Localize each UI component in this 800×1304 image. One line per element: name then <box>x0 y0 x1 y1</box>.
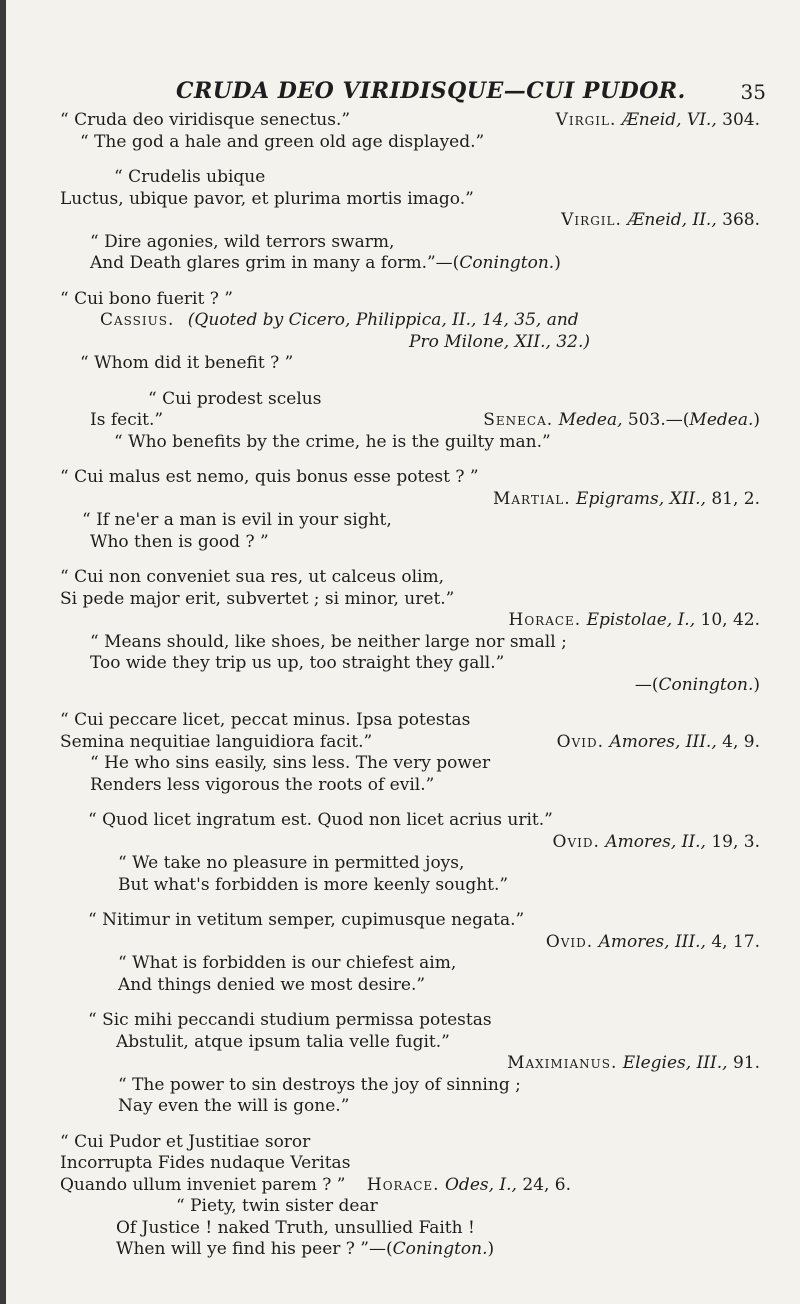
quote-line: Incorrupta Fides nudaque Veritas <box>60 1153 351 1173</box>
citation-author: Martial. <box>492 488 571 509</box>
translation-line: “ The god a hale and green old age displayed.” <box>80 131 485 152</box>
translation <box>90 232 760 275</box>
translation <box>114 432 760 454</box>
translation-line: And things denied we most desire.” <box>118 974 426 995</box>
credit-close: ) <box>753 674 760 695</box>
translation-line <box>90 253 760 275</box>
translation <box>118 853 760 896</box>
quotation-entry <box>60 110 760 153</box>
quotation-entry <box>88 810 760 896</box>
citation-detail: (Quoted by Cicero, Philippica, II., 14, 35, and <box>187 310 579 330</box>
quote-line: Luctus, ubique pavor, et plurima mortis imago.” <box>60 188 474 209</box>
page-content <box>60 110 760 1261</box>
quote-line: Si pede major erit, subvertet ; si minor, uret.” <box>60 588 455 609</box>
citation-location: 24, 6. <box>522 1174 572 1195</box>
citation-work: Amores, III., <box>609 731 717 752</box>
quote-line: Quando ullum inveniet parem ? ” <box>60 1174 346 1195</box>
citation-location: 368. <box>722 210 760 230</box>
quote-line: Abstulit, atque ipsum talia velle fugit.” <box>116 1031 450 1052</box>
citation-work: Epigrams, XII., <box>576 488 706 509</box>
citation-work: Odes, I., <box>445 1174 517 1195</box>
citation-location: 19, 3. <box>711 831 760 852</box>
translation <box>118 1075 760 1118</box>
citation <box>88 932 760 954</box>
quotation-entry <box>88 910 760 996</box>
citation-location: 10, 42. <box>700 610 760 630</box>
book-page <box>60 0 766 1275</box>
quote-line: Semina nequitiae languidiora facit.” <box>60 731 373 752</box>
citation-work-title: Medea. <box>689 410 754 430</box>
translation-close: ) <box>554 253 561 273</box>
citation-author: Ovid. <box>552 831 600 852</box>
citation-author: Ovid. <box>556 731 605 752</box>
running-title: CRUDA DEO VIRIDISQUE—CUI PUDOR. <box>176 78 686 104</box>
translation-line: Renders less vigorous the roots of evil.” <box>90 774 435 795</box>
citation-author: Horace. <box>366 1174 440 1195</box>
translator: Conington. <box>658 674 754 695</box>
page-edge-shadow <box>0 0 6 1304</box>
citation <box>60 210 760 232</box>
citation-author: Seneca. <box>483 410 554 430</box>
citation-location: 81, 2. <box>711 488 760 509</box>
latin-quote <box>88 1010 760 1053</box>
latin-quote <box>88 810 760 832</box>
citation <box>100 310 760 353</box>
citation-work: Æneid, VI., <box>621 110 717 130</box>
translation-text: When will ye find his peer ? ”—( <box>116 1239 393 1259</box>
citation-author: Ovid. <box>545 931 594 952</box>
latin-quote <box>60 167 760 210</box>
citation <box>367 1175 571 1195</box>
quotation-entry <box>60 389 760 454</box>
translation <box>80 132 760 154</box>
translation-line: Nay even the will is gone.” <box>118 1096 350 1116</box>
citation-work: Æneid, II., <box>627 210 717 230</box>
translation <box>90 632 760 697</box>
translation <box>82 510 760 553</box>
citation-work: Epistolae, I., <box>586 610 696 630</box>
translation-line: Too wide they trip us up, too straight they gall.” <box>90 653 505 673</box>
citation-author: Horace. <box>508 610 582 630</box>
citation-author: Virgil. <box>555 110 617 130</box>
translation <box>118 953 760 996</box>
translation-line: “ Whom did it benefit ? ” <box>80 353 294 373</box>
translation-line: “ We take no pleasure in permitted joys, <box>118 853 465 873</box>
quote-line: “ Cui Pudor et Justitiae soror <box>60 1131 311 1152</box>
quote-line: “ Nitimur in vetitum semper, cupimusque negata.” <box>88 910 525 930</box>
translation-line: “ Piety, twin sister dear <box>176 1196 378 1216</box>
citation-work: Amores, III., <box>598 931 706 952</box>
quotation-entry <box>60 710 760 796</box>
quote-line: “ Cui malus est nemo, quis bonus esse potest ? ” <box>60 467 479 487</box>
citation-work: Amores, II., <box>605 831 706 852</box>
translation-line <box>116 1239 760 1261</box>
quote-line: “ Quod licet ingratum est. Quod non licet acrius urit.” <box>88 810 553 830</box>
quotation-entry <box>60 289 760 375</box>
quote-line: “ Cui peccare licet, peccat minus. Ipsa potestas <box>60 710 471 730</box>
citation-location: 503.—( <box>627 410 690 430</box>
translation-line: Who then is good ? ” <box>90 531 269 552</box>
citation <box>60 610 760 632</box>
citation <box>483 410 760 432</box>
citation-author: Cassius. <box>100 310 175 330</box>
citation-detail: Pro Milone, XII., 32.) <box>409 331 590 352</box>
latin-quote <box>60 567 760 610</box>
quotation-entry <box>60 167 760 275</box>
latin-quote <box>60 710 760 753</box>
citation <box>557 732 760 754</box>
citation <box>88 1053 760 1075</box>
citation-work: Medea, <box>558 410 623 430</box>
translation-line: “ Who benefits by the crime, he is the guilty man.” <box>114 431 551 452</box>
quote-line: Is fecit.” <box>90 410 164 430</box>
translation-line: “ The power to sin destroys the joy of sinning ; <box>118 1074 521 1095</box>
latin-quote <box>88 910 760 932</box>
translation-close: ) <box>487 1239 495 1259</box>
page-header <box>60 0 766 110</box>
translation-line: “ Means should, like shoes, be neither large nor small ; <box>90 631 567 652</box>
quote-line: “ Crudelis ubique <box>114 167 266 187</box>
quote-line: “ Cruda deo viridisque senectus.” <box>60 110 351 130</box>
citation-work: Elegies, III., <box>622 1053 728 1073</box>
quotation-entry <box>60 1132 760 1261</box>
quote-line: “ Cui bono fuerit ? ” <box>60 288 233 309</box>
translator: Conington. <box>392 1239 488 1259</box>
quotation-entry <box>60 467 760 553</box>
citation <box>88 832 760 854</box>
citation-close: ) <box>753 410 760 430</box>
credit-dash: —( <box>634 674 659 695</box>
latin-quote <box>60 467 760 489</box>
quote-line: “ Cui non conveniet sua res, ut calceus olim, <box>60 567 444 587</box>
translation-text: And Death glares grim in many a form.”—( <box>90 253 460 273</box>
translation-line: Of Justice ! naked Truth, unsullied Faith ! <box>116 1217 475 1238</box>
translator: Conington. <box>459 253 555 273</box>
quote-line: “ Cui prodest scelus <box>148 388 322 409</box>
page-number: 35 <box>740 80 766 104</box>
citation <box>60 489 760 511</box>
citation-location: 4, 9. <box>722 731 760 752</box>
translation <box>80 353 760 375</box>
citation <box>556 110 760 132</box>
latin-quote <box>60 289 760 311</box>
citation-author: Maximianus. <box>507 1053 618 1073</box>
citation-location: 91. <box>732 1053 760 1073</box>
translation <box>116 1196 760 1261</box>
citation-location: 304. <box>722 110 760 130</box>
translation-line: “ What is forbidden is our chiefest aim, <box>118 953 457 973</box>
translation-line: “ He who sins easily, sins less. The very power <box>90 753 491 773</box>
translation-line: But what's forbidden is more keenly sought.” <box>118 874 509 895</box>
quotation-entry <box>60 567 760 696</box>
latin-quote <box>60 1132 760 1197</box>
translation-credit <box>90 675 760 697</box>
translation-line: “ Dire agonies, wild terrors swarm, <box>90 231 395 252</box>
citation-location: 4, 17. <box>711 931 760 952</box>
quote-line: “ Sic mihi peccandi studium permissa potestas <box>88 1010 492 1030</box>
quotation-entry <box>88 1010 760 1118</box>
translation-line: “ If ne'er a man is evil in your sight, <box>82 510 392 530</box>
translation <box>90 753 760 796</box>
citation-author: Virgil. <box>561 210 622 230</box>
latin-quote <box>60 389 760 432</box>
latin-quote <box>60 110 760 132</box>
